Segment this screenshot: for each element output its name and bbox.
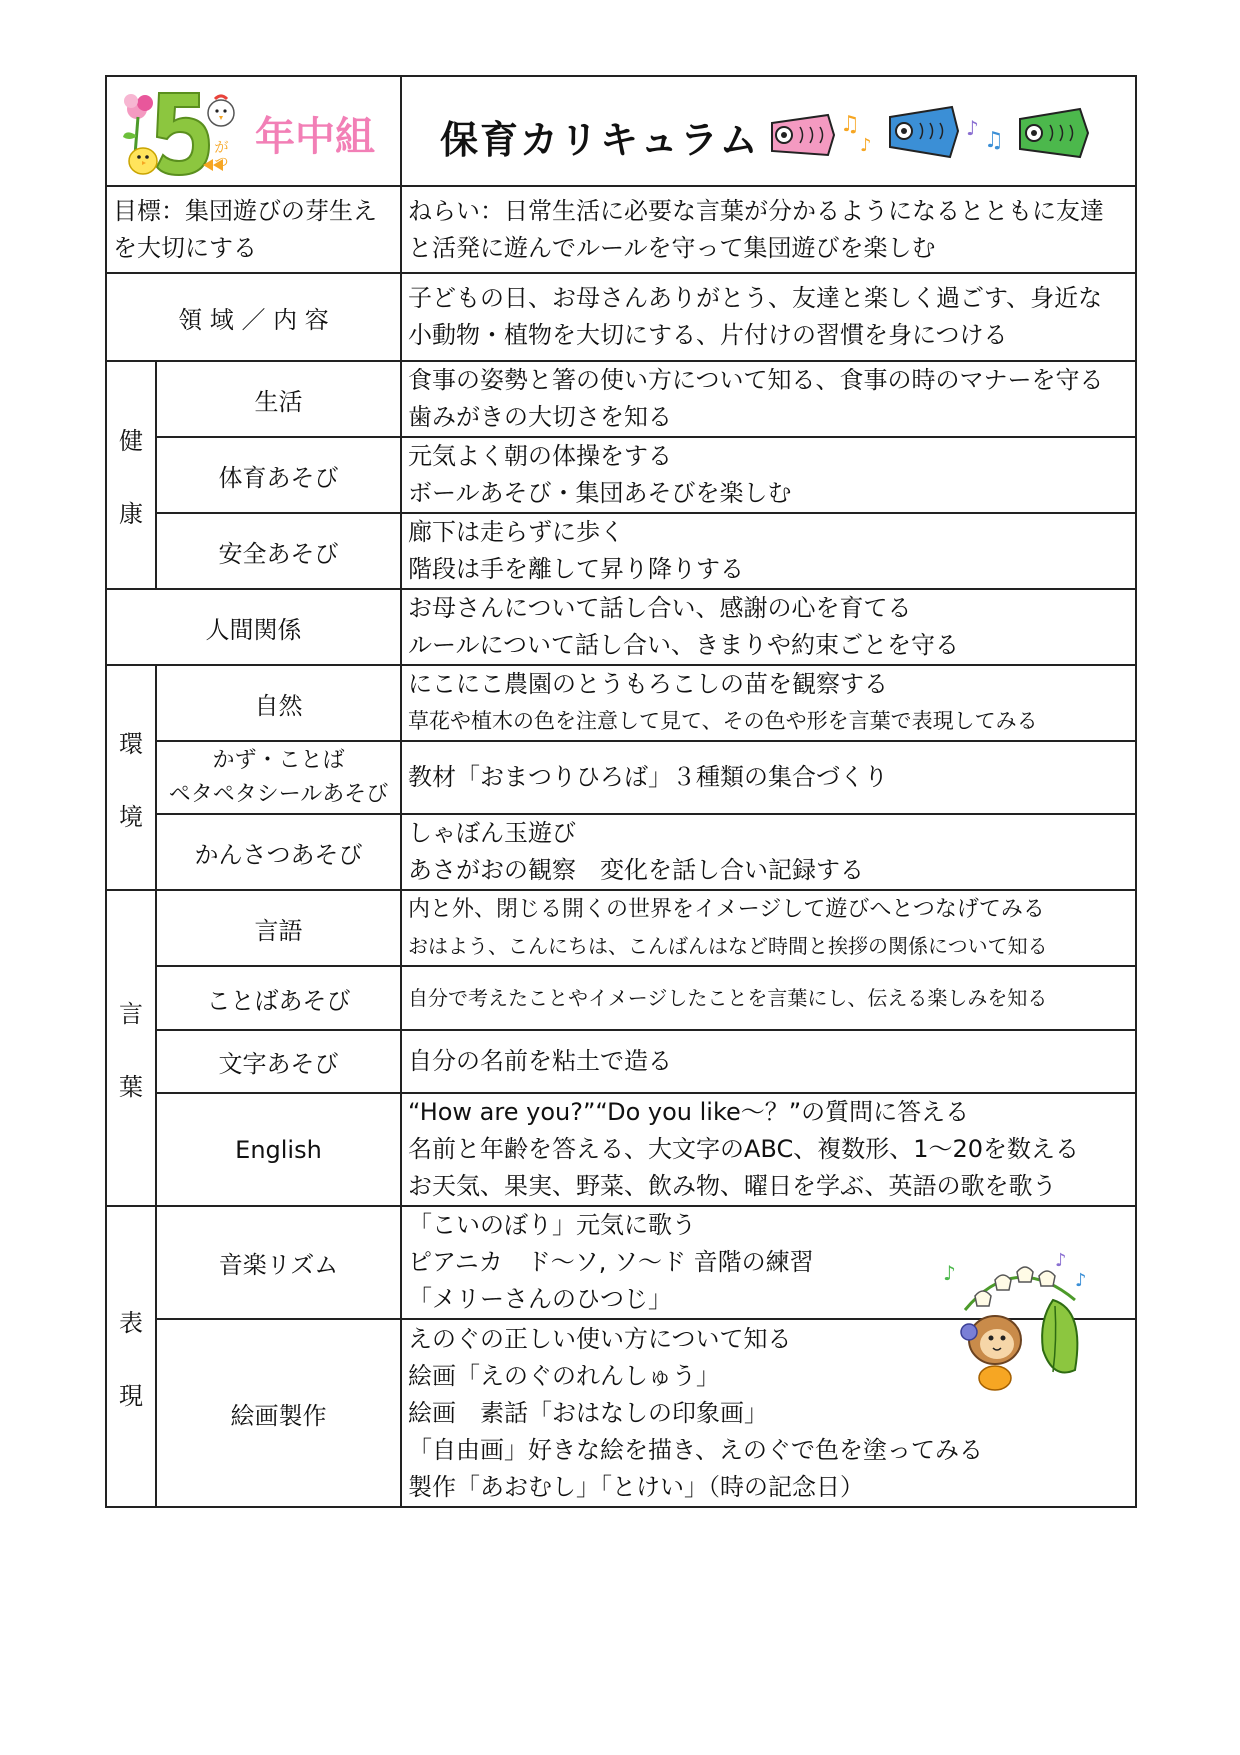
row-label: 言語: [156, 890, 401, 966]
table-row: [106, 665, 1136, 741]
goal-cell: 目標：集団遊びの芽生え を大切にする: [106, 186, 401, 273]
domain-header-row: [106, 273, 1136, 361]
row-content: しゃぼん玉遊び あさがおの観察 変化を話し合い記録する: [401, 814, 1136, 890]
table-row: [106, 589, 1136, 665]
row-label: 自然: [156, 665, 401, 741]
table-row: [106, 966, 1136, 1030]
logo-month: がつ: [212, 139, 230, 169]
row-content: 食事の姿勢と箸の使い方について知る、食事の時のマナーを守る 歯みがきの大切さを知る: [401, 361, 1136, 437]
row-content: 教材「おまつりひろば」３種類の集合づくり: [401, 741, 1136, 814]
row-label: 文字あそび: [156, 1030, 401, 1093]
monkey-with-lily-of-the-valley-illustration: [935, 1240, 1095, 1400]
row-content: 自分の名前を粘土で造る: [401, 1030, 1136, 1093]
carnation-icon: [123, 94, 153, 155]
svg-text:♫: ♫: [984, 128, 1004, 153]
category-environment: 環 境: [106, 665, 156, 890]
aim-cell: ねらい：日常生活に必要な言葉が分かるようになるとともに友達 と活発に遊んでルールを守って集団遊びを楽しむ: [401, 186, 1136, 273]
koinobori-icon: [1020, 109, 1088, 157]
row-label: かんさつあそび: [156, 814, 401, 890]
table-row: [106, 361, 1136, 437]
svg-text:♫: ♫: [840, 112, 860, 137]
category-health: 健 康: [106, 361, 156, 589]
row-content: えのぐの正しい使い方について知る 絵画「えのぐのれんしゅう」 絵画 素話「おはなしの印象画」 「自由画」好きな絵を描き、えのぐで色を塗ってみる 製作「あおむし」「とけい」（時の記念日）: [401, 1319, 1136, 1507]
row-label: 音楽リズム: [156, 1206, 401, 1319]
chick-icon: [129, 148, 157, 174]
row-label: 生活: [156, 361, 401, 437]
row-label: かず・ことば ペタペタシールあそび: [156, 741, 401, 814]
table-row: [106, 890, 1136, 966]
koinobori-icon: [890, 107, 958, 157]
row-label: English: [156, 1093, 401, 1206]
music-note-icon: [966, 116, 1004, 153]
row-content: “How are you?”“Do you like～？”の質問に答える 名前と年齢を答える、大文字のABC、複数形、1～20を数える お天気、果実、野菜、飲み物、曜日を学ぶ、英語の歌を歌う: [401, 1093, 1136, 1206]
logo-cell: [106, 76, 401, 186]
row-label: 人間関係: [106, 589, 401, 665]
svg-text:♪: ♪: [860, 135, 872, 156]
goal-row: [106, 186, 1136, 273]
music-note-icon: ♪: [943, 1261, 956, 1285]
table-row: [106, 814, 1136, 890]
grade-label: 年中組: [255, 114, 375, 160]
category-expression: 表 現: [106, 1206, 156, 1507]
row-content: お母さんについて話し合い、感謝の心を育てる ルールについて話し合い、きまりや約束ごとを守る: [401, 589, 1136, 665]
table-row: [106, 437, 1136, 513]
domain-header-label: 領 域 ／ 内 容: [106, 273, 401, 361]
row-label: ことばあそび: [156, 966, 401, 1030]
table-row: [106, 513, 1136, 589]
music-note-icon: [840, 112, 872, 156]
table-row: [106, 1093, 1136, 1206]
row-content: 「こいのぼり」元気に歌う ピアニカ ド～ソ, ソ～ド 音階の練習 「メリーさんのひつじ」: [401, 1206, 1136, 1319]
table-row: [106, 741, 1136, 814]
svg-text:♪: ♪: [966, 116, 979, 140]
row-label: 体育あそび: [156, 437, 401, 513]
row-label: 安全あそび: [156, 513, 401, 589]
koinobori-decoration: [762, 95, 1122, 175]
table-row: [106, 1030, 1136, 1093]
koinobori-icon: [772, 115, 834, 155]
row-content: にこにこ農園のとうもろこしの苗を観察する 草花や植木の色を注意して見て、その色や形を言葉で表現してみる: [401, 665, 1136, 741]
music-note-icon: ♪: [1055, 1250, 1067, 1271]
row-content: 内と外、閉じる開くの世界をイメージして遊びへとつなげてみる おはよう、こんにちは、こんばんはなど時間と挨拶の関係について知る: [401, 890, 1136, 966]
header-row: [106, 76, 1136, 186]
page-title: 保育カリキュラム: [440, 118, 760, 162]
music-note-icon: ♪: [1075, 1270, 1087, 1291]
title-cell: [401, 76, 1136, 186]
row-content: 自分で考えたことやイメージしたことを言葉にし、伝える楽しみを知る: [401, 966, 1136, 1030]
monthly-themes-cell: 子どもの日、お母さんありがとう、友達と楽しく過ごす、身近な 小動物・植物を大切にする、片付けの習慣を身につける: [401, 273, 1136, 361]
row-content: 元気よく朝の体操をする ボールあそび・集団あそびを楽しむ: [401, 437, 1136, 513]
row-content: 廊下は走らずに歩く 階段は手を離して昇り降りする: [401, 513, 1136, 589]
category-language: 言 葉: [106, 890, 156, 1206]
row-label: 絵画製作: [156, 1319, 401, 1507]
